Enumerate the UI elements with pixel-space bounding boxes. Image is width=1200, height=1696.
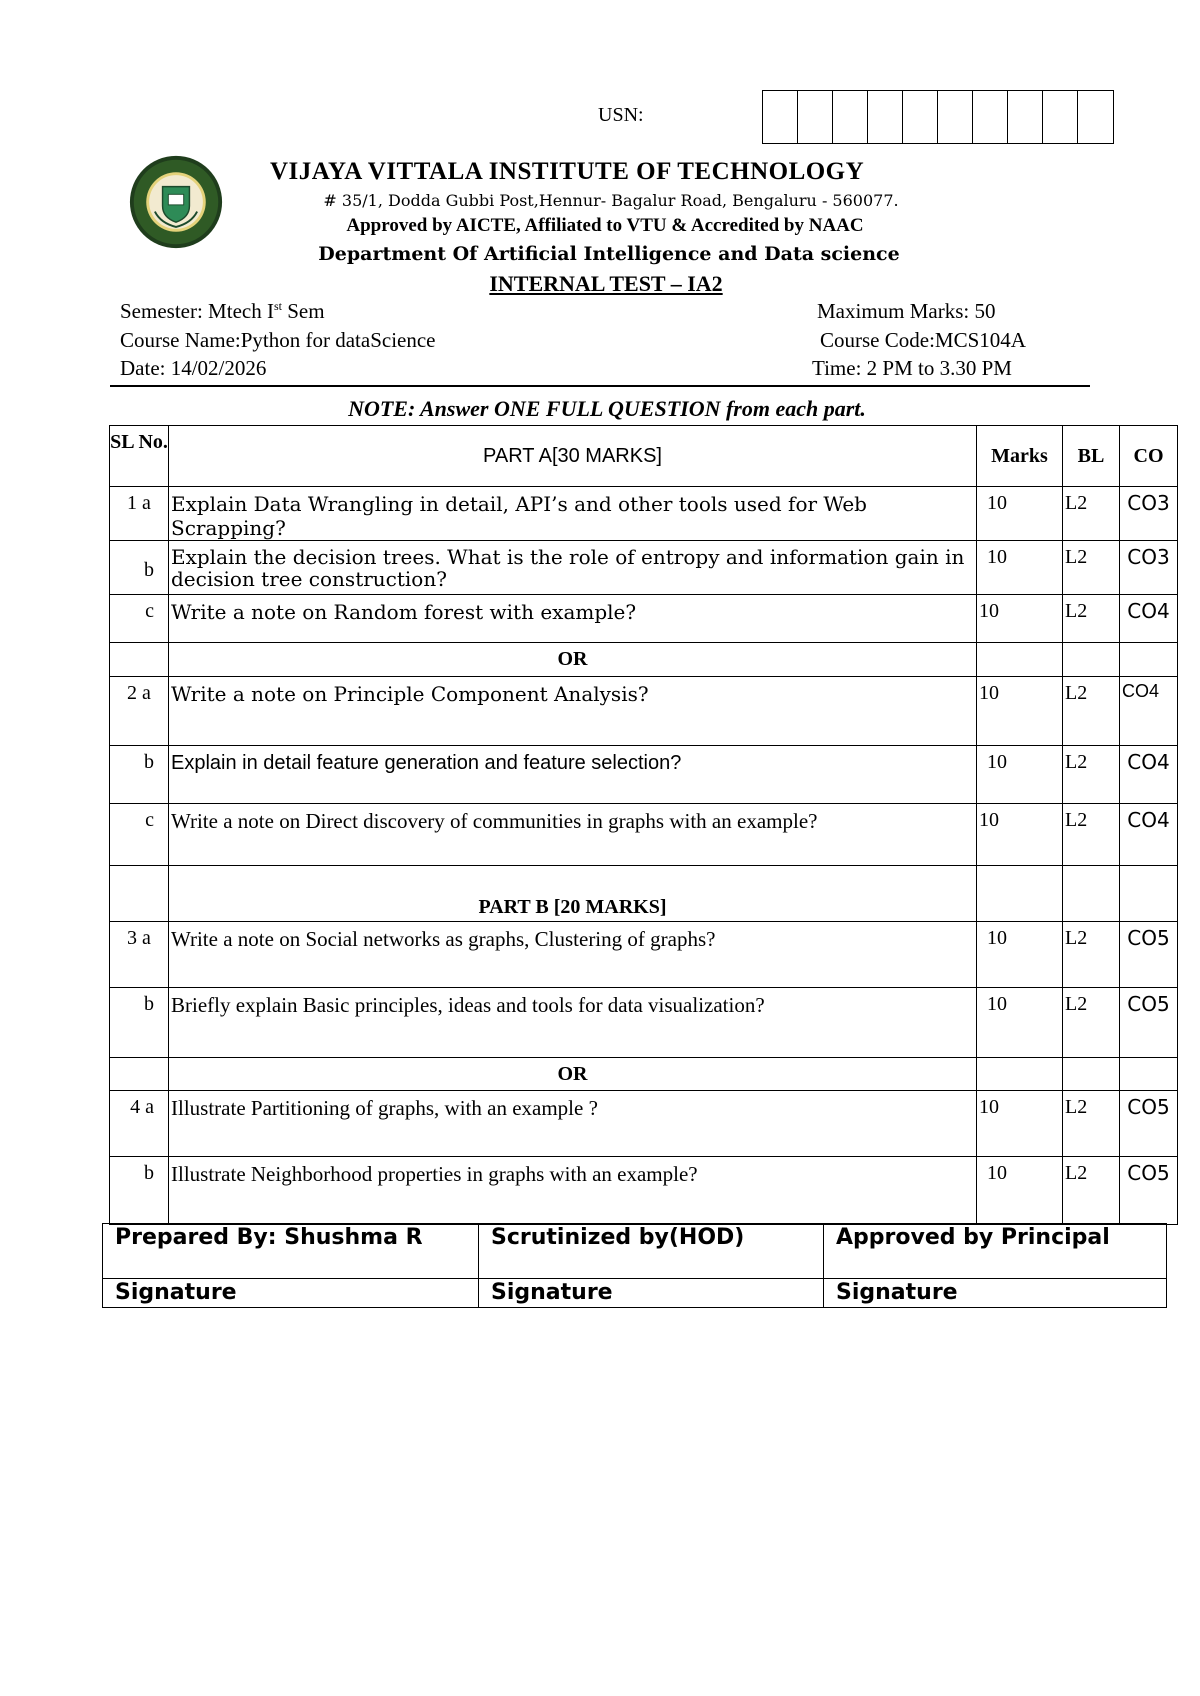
question-sl: c (110, 804, 169, 866)
exam-date: Date: 14/02/2026 (120, 356, 267, 380)
usn-box (1008, 91, 1043, 143)
empty-cell (1063, 1058, 1120, 1091)
question-sl: 1 a (110, 487, 169, 541)
question-marks: 10 (977, 595, 1063, 643)
signature-titles-row (103, 1224, 1167, 1279)
question-text: Write a note on Direct discovery of communities in graphs with an example? (169, 804, 977, 866)
question-text: Write a note on Principle Component Analysis? (169, 677, 977, 746)
question-bl: L2 (1063, 922, 1120, 988)
question-marks: 10 (977, 1157, 1063, 1225)
question-co: CO4 (1120, 746, 1178, 804)
question-text: Write a note on Social networks as graphs, Clustering of graphs? (169, 922, 977, 988)
department-name: Department Of Artificial Intelligence and Data science (318, 243, 900, 265)
semester-sup: st (273, 299, 282, 313)
question-co: CO5 (1120, 1157, 1178, 1225)
usn-box (903, 91, 938, 143)
questions-table (109, 425, 1178, 1225)
question-co: CO4 (1120, 677, 1178, 746)
usn-box (973, 91, 1008, 143)
or-row (110, 1058, 1178, 1091)
empty-cell (977, 866, 1063, 922)
table-row (110, 595, 1178, 643)
institute-approval: Approved by AICTE, Affiliated to VTU & Accredited by NAAC (346, 215, 864, 236)
header-co: CO (1120, 426, 1178, 487)
question-co: CO4 (1120, 804, 1178, 866)
signature-table (102, 1223, 1167, 1308)
question-bl: L2 (1063, 746, 1120, 804)
empty-cell (1120, 643, 1178, 677)
question-bl: L2 (1063, 541, 1120, 595)
institute-name: VIJAYA VITTALA INSTITUTE OF TECHNOLOGY (270, 158, 865, 185)
table-header-row (110, 426, 1178, 487)
header-marks: Marks (977, 426, 1063, 487)
empty-cell (110, 866, 169, 922)
header-divider (110, 385, 1090, 387)
question-text: Illustrate Partitioning of graphs, with an example ? (169, 1091, 977, 1157)
table-row (110, 1091, 1178, 1157)
test-title: INTERNAL TEST – IA2 (489, 271, 723, 296)
approved-by: Approved by Principal (824, 1224, 1167, 1279)
header-part-a: PART A[30 MARKS] (169, 426, 977, 487)
semester-suffix: Sem (281, 299, 325, 323)
question-marks: 10 (977, 677, 1063, 746)
prepared-by: Prepared By: Shushma R (103, 1224, 479, 1279)
table-row (110, 487, 1178, 541)
table-row (110, 746, 1178, 804)
question-bl: L2 (1063, 1157, 1120, 1225)
signature-label: Signature (824, 1279, 1167, 1308)
part-b-heading: PART B [20 MARKS] (169, 866, 977, 922)
max-marks: Maximum Marks: 50 (817, 299, 996, 323)
empty-cell (1063, 866, 1120, 922)
table-row (110, 541, 1178, 595)
instructions-note: NOTE: Answer ONE FULL QUESTION from each part. (348, 396, 866, 421)
table-row (110, 677, 1178, 746)
question-marks: 10 (977, 922, 1063, 988)
question-marks: 10 (977, 1091, 1063, 1157)
question-text: Write a note on Random forest with example? (169, 595, 977, 643)
question-marks: 10 (977, 746, 1063, 804)
question-bl: L2 (1063, 595, 1120, 643)
question-co: CO5 (1120, 922, 1178, 988)
question-text: Briefly explain Basic principles, ideas and tools for data visualization? (169, 988, 977, 1058)
question-text: Explain the decision trees. What is the role of entropy and information gain in decision tree construction? (169, 541, 977, 595)
signature-label: Signature (103, 1279, 479, 1308)
question-sl: b (110, 746, 169, 804)
header-sl: SL No. (110, 426, 169, 487)
semester (120, 299, 325, 324)
question-co: CO3 (1120, 487, 1178, 541)
question-co: CO5 (1120, 1091, 1178, 1157)
semester-prefix: Semester: Mtech I (120, 299, 274, 323)
question-bl: L2 (1063, 804, 1120, 866)
question-co: CO3 (1120, 541, 1178, 595)
table-row (110, 1157, 1178, 1225)
question-text: Illustrate Neighborhood properties in graphs with an example? (169, 1157, 977, 1225)
empty-cell (1063, 643, 1120, 677)
question-marks: 10 (977, 541, 1063, 595)
table-row (110, 804, 1178, 866)
empty-cell (1120, 1058, 1178, 1091)
question-text: Explain in detail feature generation and feature selection? (169, 746, 977, 804)
usn-box (938, 91, 973, 143)
header-bl: BL (1063, 426, 1120, 487)
question-marks: 10 (977, 988, 1063, 1058)
question-co: CO4 (1120, 595, 1178, 643)
question-bl: L2 (1063, 988, 1120, 1058)
usn-boxes (762, 90, 1114, 144)
question-bl: L2 (1063, 1091, 1120, 1157)
question-bl: L2 (1063, 677, 1120, 746)
question-sl: b (110, 988, 169, 1058)
or-separator: OR (169, 1058, 977, 1091)
or-separator: OR (169, 643, 977, 677)
usn-box (1043, 91, 1078, 143)
empty-cell (977, 643, 1063, 677)
question-sl: 3 a (110, 922, 169, 988)
question-text: Explain Data Wrangling in detail, API’s and other tools used for Web Scrapping? (169, 487, 977, 541)
question-bl: L2 (1063, 487, 1120, 541)
empty-cell (110, 643, 169, 677)
question-sl: b (110, 1157, 169, 1225)
question-sl: b (110, 541, 169, 595)
question-co: CO5 (1120, 988, 1178, 1058)
question-sl: 4 a (110, 1091, 169, 1157)
empty-cell (977, 1058, 1063, 1091)
course-name: Course Name:Python for dataScience (120, 328, 436, 352)
scrutinized-by: Scrutinized by(HOD) (479, 1224, 824, 1279)
part-b-row (110, 866, 1178, 922)
usn-box (1078, 91, 1113, 143)
question-marks: 10 (977, 804, 1063, 866)
exam-time: Time: 2 PM to 3.30 PM (812, 356, 1012, 380)
table-row (110, 988, 1178, 1058)
question-sl: 2 a (110, 677, 169, 746)
signature-label: Signature (479, 1279, 824, 1308)
course-code: Course Code:MCS104A (820, 328, 1026, 352)
empty-cell (1120, 866, 1178, 922)
question-marks: 10 (977, 487, 1063, 541)
table-row (110, 922, 1178, 988)
empty-cell (110, 1058, 169, 1091)
signature-row (103, 1279, 1167, 1308)
usn-box (798, 91, 833, 143)
usn-label: USN: (598, 104, 644, 126)
usn-box (868, 91, 903, 143)
institute-address: # 35/1, Dodda Gubbi Post,Hennur- Bagalur Road, Bengaluru - 560077. (323, 191, 899, 210)
usn-box (763, 91, 798, 143)
usn-box (833, 91, 868, 143)
or-row (110, 643, 1178, 677)
question-sl: c (110, 595, 169, 643)
